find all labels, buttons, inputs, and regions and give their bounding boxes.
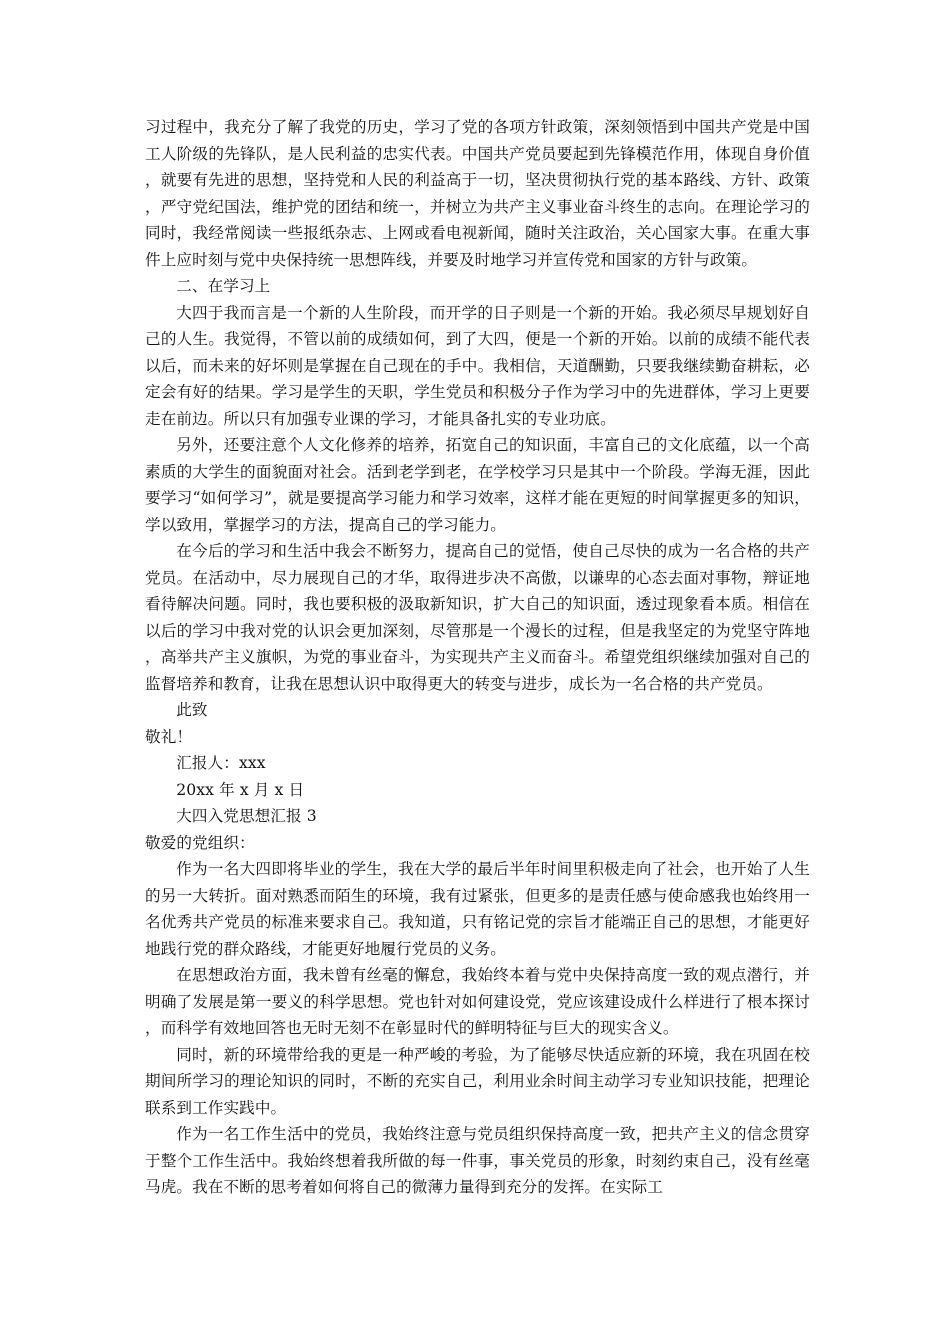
report-3-title: 大四入党思想汇报 3 — [176, 807, 317, 825]
closing-jingli: 敬礼！ — [145, 727, 193, 746]
paragraph-report3-1: 作为一名大四即将毕业的学生，我在大学的最后半年时间里积极走向了社会，也开始了人生的另一大转折。面对熟悉而陌生的环境，我有过紧张，但更多的是责任感与使命感我也始终用一名优秀共产党员的标准来要求自己。我知道，只有铭记党的宗旨才能端正自己的思想，才能更好地践行党的群众路线，才能更好地履行党员的义务。 — [145, 860, 810, 958]
paragraph-study-2: 另外，还要注意个人文化修养的培养，拓宽自己的知识面，丰富自己的文化底蕴，以一个高素质的大学生的面貌面对社会。活到老学到老，在学校学习只是其中一个阶段。学海无涯，因此要学习“如何学习”，就是要提高学习能力和学习效率，这样才能在更短的时间掌握更多的知识，学以致用，掌握学习的方法，提高自己的学习能力。 — [145, 436, 810, 534]
paragraph-future: 在今后的学习和生活中我会不断努力，提高自己的觉悟，使自己尽快的成为一名合格的共产党员。在活动中，尽力展现自己的才华，取得进步决不高傲，以谦卑的心态去面对事物，辩证地看待解决问题。同时，我也要积极的汲取新知识，扩大自己的知识面，透过现象看本质。相信在以后的学习中我对党的认识会更加深刻，尽管那是一个漫长的过程，但是我坚定的为党坚守阵地，高举共产主义旗帜，为党的事业奋斗，为实现共产主义而奋斗。希望党组织继续加强对自己的监督培养和教育，让我在思想认识中取得更大的转变与进步，成长为一名合格的共产党员。 — [145, 542, 810, 693]
document-page — [145, 114, 810, 1201]
salutation: 敬爱的党组织： — [145, 833, 255, 852]
date-line: 20xx 年 x 月 x 日 — [176, 780, 305, 799]
section-heading-study: 二、在学习上 — [176, 277, 271, 295]
paragraph-continued: 习过程中，我充分了解了我党的历史，学习了党的各项方针政策，深刻领悟到中国共产党是中国工人阶级的先锋队，是人民利益的忠实代表。中国共产党员要起到先锋模范作用，体现自身价值，就要有先进的思想，坚持党和人民的利益高于一切，坚决贯彻执行党的基本路线、方针、政策，严守党纪国法，维护党的团结和统一，并树立为共产主义事业奋斗终生的志向。在理论学习的同时，我经常阅读一些报纸杂志、上网或看电视新闻，随时关注政治，关心国家大事。在重大事件上应时刻与党中央保持统一思想阵线，并要及时地学习并宣传党和国家的方针与政策。 — [145, 118, 810, 269]
reporter-line: 汇报人：xxx — [176, 754, 266, 772]
paragraph-report3-4: 作为一名工作生活中的党员，我始终注意与党员组织保持高度一致，把共产主义的信念贯穿于整个工作生活中。我始终想着我所做的每一件事，事关党员的形象，时刻约束自己，没有丝毫马虎。我在不断的思考着如何将自己的微薄力量得到充分的发挥。在实际工 — [145, 1125, 810, 1196]
paragraph-report3-2: 在思想政治方面，我未曾有丝毫的懈怠，我始终本着与党中央保持高度一致的观点潜行，并明确了发展是第一要义的科学思想。党也针对如何建设党，党应该建设成什么样进行了根本探讨，而科学有效地回答也无时无刻不在彰显时代的鲜明特征与巨大的现实含义。 — [145, 966, 810, 1037]
paragraph-study-1: 大四于我而言是一个新的人生阶段，而开学的日子则是一个新的开始。我必须尽早规划好自己的人生。我觉得，不管以前的成绩如何，到了大四，便是一个新的开始。以前的成绩不能代表以后，而未来的好坏则是掌握在自己现在的手中。我相信，天道酬勤，只要我继续勤奋耕耘，必定会有好的结果。学习是学生的天职，学生党员和积极分子作为学习中的先进群体，学习上更要走在前边。所以只有加强专业课的学习，才能具备扎实的专业功底。 — [145, 303, 810, 428]
paragraph-report3-3: 同时，新的环境带给我的更是一种严峻的考验，为了能够尽快适应新的环境，我在巩固在校期间所学习的理论知识的同时，不断的充实自己，利用业余时间主动学习专业知识技能，把理论联系到工作实践中。 — [145, 1045, 810, 1117]
closing-cizhi: 此致 — [176, 701, 208, 719]
